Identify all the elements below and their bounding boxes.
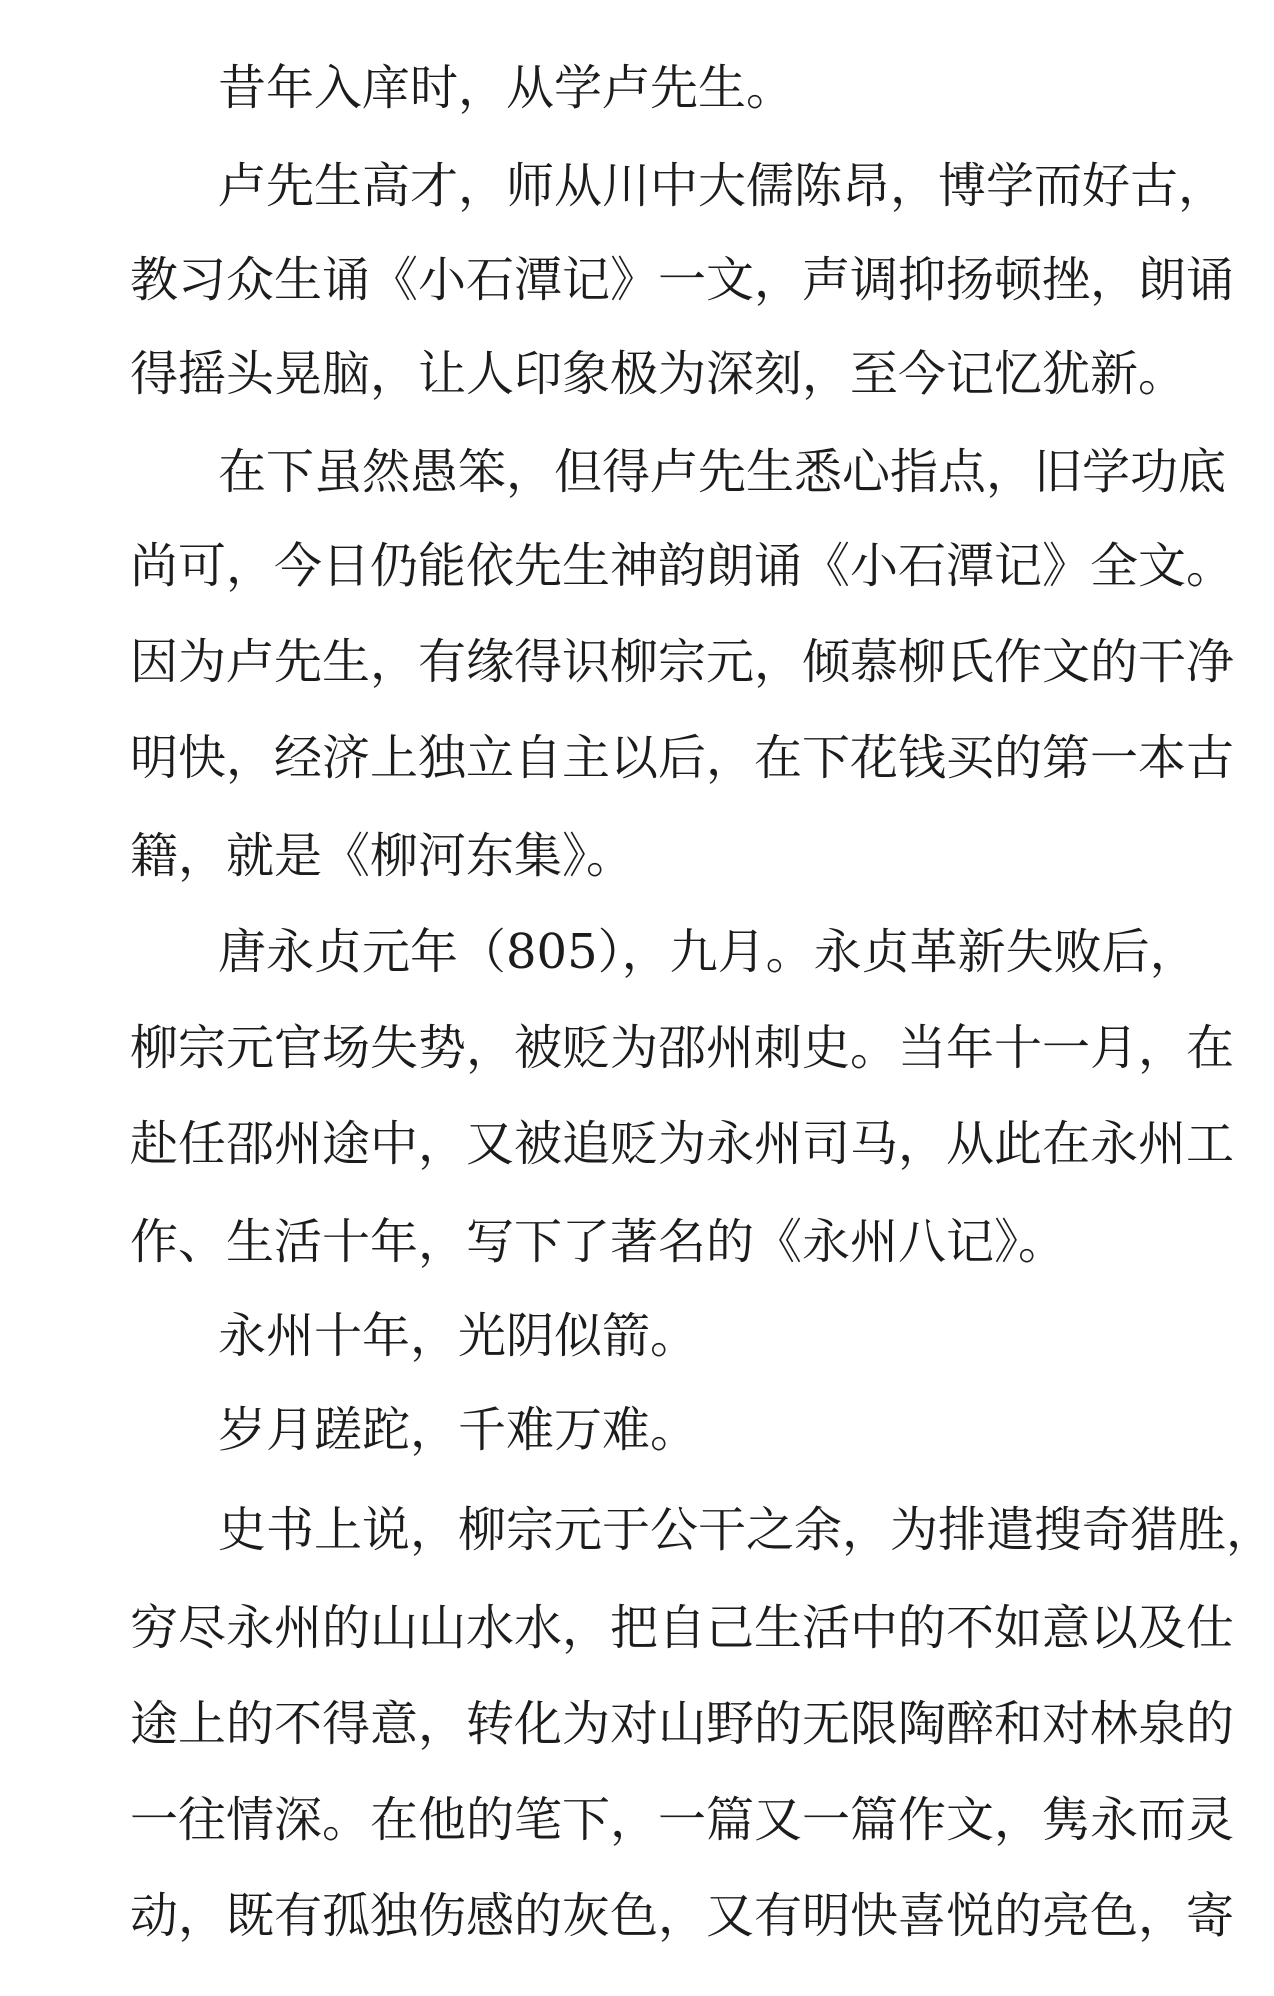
text-line: 明快，经济上独立自主以后，在下花钱买的第一本古 [130,730,1235,786]
text-line: 昔年入庠时，从学卢先生。 [218,60,795,116]
text-line: 赴任邵州途中，又被追贬为永州司马，从此在永州工 [130,1116,1235,1172]
text-line: 永州十年，光阴似箭。 [218,1308,699,1364]
text-line: 岁月蹉跎，千难万难。 [218,1402,699,1458]
text-line: 动，既有孤独伤感的灰色，又有明快喜悦的亮色，寄 [130,1888,1235,1944]
text-line: 唐永贞元年（805），九月。永贞革新失败后， [218,924,1198,980]
text-line: 得摇头晃脑，让人印象极为深刻，至今记忆犹新。 [130,346,1187,402]
text-line: 教习众生诵《小石潭记》一文，声调抑扬顿挫，朗诵 [130,252,1235,308]
text-line: 穷尽永州的山山水水，把自己生活中的不如意以及仕 [130,1600,1235,1656]
text-line: 因为卢先生，有缘得识柳宗元，倾慕柳氏作文的干净 [130,634,1235,690]
text-line: 尚可，今日仍能依先生神韵朗诵《小石潭记》全文。 [130,538,1235,594]
text-line: 一往情深。在他的笔下，一篇又一篇作文，隽永而灵 [130,1792,1235,1848]
text-line: 柳宗元官场失势，被贬为邵州刺史。当年十一月，在 [130,1020,1235,1076]
text-line: 途上的不得意，转化为对山野的无限陶醉和对林泉的 [130,1696,1235,1752]
text-line: 籍，就是《柳河东集》。 [130,828,635,884]
text-line: 作、生活十年，写下了著名的《永州八记》。 [130,1214,1067,1270]
text-line: 在下虽然愚笨，但得卢先生悉心指点，旧学功底 [218,444,1227,500]
text-line: 卢先生高才，师从川中大儒陈昂，博学而好古， [218,158,1227,214]
text-line: 史书上说，柳宗元于公干之余，为排遣搜奇猎胜， [218,1502,1274,1558]
